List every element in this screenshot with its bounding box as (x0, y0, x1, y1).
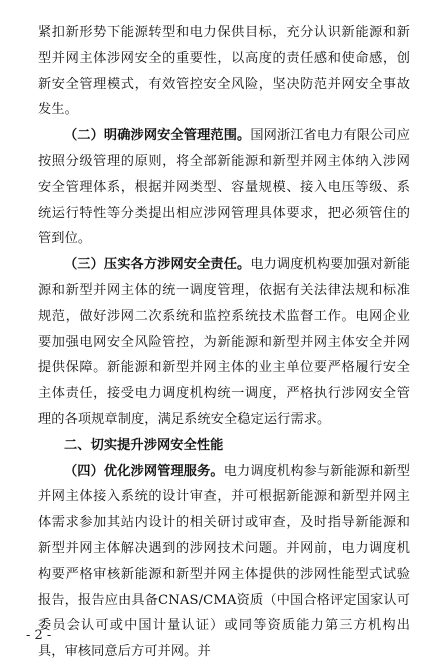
section-heading: 二、切实提升涉网安全性能 (64, 437, 224, 453)
item-2-body: 国网浙江省电力有限公司应按照分级管理的原则，将全部新能源和新型并网主体纳入涉网安全管理体系，根据并网类型、容量规模、接入电压等级、系统运行特性等分类提出相应涉网管理具体要求，把必须管住的管到位。 (38, 128, 410, 247)
document-page (38, 20, 410, 665)
paragraph-intro-continuation: 紧扣新形势下能源转型和电力保供目标，充分认识新能源和新型并网主体涉网安全的重要性，以高度的责任感和使命感，创新安全管理模式，有效管控安全风险，坚决防范并网安全事故发生。 (38, 25, 410, 118)
item-3-lead: （三）压实各方涉网安全责任。 (64, 257, 251, 273)
paragraph-item-3 (38, 252, 410, 433)
paragraph-item-4 (38, 459, 410, 665)
item-3-body: 电力调度机构要加强对新能源和新型并网主体的统一调度管理，依据有关法律法规和标准规范，做好涉网二次系统和监控系统技术监督工作。电网企业要加强电网安全风险管控，为新能源和新型并网主体安全并网提供保障。新能源和新型并网主体的业主单位要严格履行安全主体责任，接受电力调度机构统一调度，严格执行涉网安全管理的各项规章制度，满足系统安全稳定运行需求。 (38, 257, 410, 427)
item-4-lead: （四）优化涉网管理服务。 (64, 463, 224, 479)
item-2-lead: （二）明确涉网安全管理范围。 (64, 128, 251, 144)
paragraph-item-2 (38, 123, 410, 252)
item-4-body: 电力调度机构参与新能源和新型并网主体接入系统的设计审查，并可根据新能源和新型并网主体需求参加其站内设计的相关研讨或审查，及时指导新能源和新型并网主体解决遇到的涉网技术问题。并网前，电力调度机构要严格审核新能源和新型并网主体提供的涉网性能型式试验报告，报告应由具备CNAS/CMA资质（中国合格评定国家认可委员会认可或中国计量认证）或同等资质能力第三方机构出具，审核同意后方可并网。并 (38, 463, 410, 660)
page-number: - 2 - (26, 628, 52, 643)
